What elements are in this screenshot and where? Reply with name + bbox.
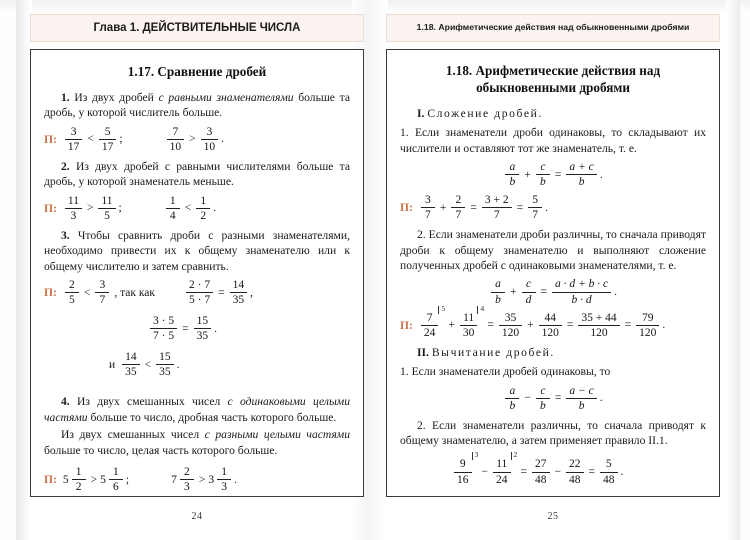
subtraction-item-1: 1. Если знаменатели дробей одинаковы, то (400, 365, 611, 379)
numerator: 44 (544, 311, 557, 324)
whole-part: 5 (62, 473, 69, 486)
numerator: 15 (196, 315, 209, 328)
left-example-3-line-2 (148, 315, 217, 342)
denominator: 35 (196, 330, 209, 343)
numerator: 9 (459, 458, 466, 471)
fraction-79-120 (636, 312, 659, 339)
numerator: c (540, 384, 546, 397)
fraction-15-35-compare (156, 351, 174, 378)
operator-less-than: < (184, 202, 192, 215)
numerator: 5 (104, 125, 111, 138)
numerator: 5 (605, 458, 612, 471)
numerator: 35 (504, 311, 517, 324)
numerator: 3 (99, 278, 106, 291)
multiplier-value: 4 (480, 303, 485, 313)
operator-equals: = (554, 392, 562, 405)
fraction-14-35-compare (122, 351, 140, 378)
numerator: 27 (535, 458, 547, 471)
operator-equals: = (470, 201, 477, 214)
denominator: 120 (541, 326, 559, 339)
numerator: 3 (425, 194, 431, 207)
left-running-header (30, 14, 364, 42)
denominator: b · d (571, 293, 592, 306)
fraction-9-16 (454, 450, 479, 486)
numerator: 1 (75, 465, 82, 478)
fraction-35-plus-44-over-120 (578, 312, 619, 339)
left-item-4-italic: с одинаковыми целыми частями (44, 395, 350, 424)
left-page-number: 24 (191, 511, 203, 522)
fraction-7-10 (167, 126, 185, 153)
operator-less-than: < (144, 358, 152, 371)
fraction-c-b (536, 385, 550, 412)
right-page-number: 25 (547, 511, 559, 522)
left-item-2-number: 2. (61, 159, 70, 173)
left-example-2-marker: П: (44, 201, 57, 215)
fraction-a-b (505, 161, 519, 188)
right-example-2-marker: П: (400, 318, 413, 332)
denominator: 17 (67, 140, 80, 153)
numerator: 3 (70, 125, 77, 138)
spacer-block (44, 384, 350, 394)
denominator: 48 (603, 473, 615, 486)
left-item-1-text-before: Из двух дробей (69, 90, 159, 104)
whole-part: 7 (171, 473, 177, 486)
right-section-title-line-2: обыкновенными дробями (476, 79, 630, 95)
fraction-3-7 (421, 194, 435, 221)
multiplier-value: 5 (441, 303, 446, 313)
numerator: a + c (569, 161, 594, 173)
fraction-7-24 (421, 303, 446, 339)
left-page (30, 14, 364, 526)
numerator: 2 (69, 278, 75, 291)
denominator: 5 (69, 294, 75, 307)
numerator: 2 (455, 194, 462, 207)
numerator: 1 (200, 194, 207, 207)
fraction-1-4 (166, 195, 180, 222)
operator-equals: = (487, 319, 494, 332)
numerator: 1 (113, 465, 119, 478)
left-item-4b-text-before: Из двух смешанных чисел (61, 428, 205, 442)
operator-equals: = (540, 286, 547, 299)
period: . (214, 322, 217, 335)
addition-general-formula-1 (400, 161, 706, 188)
fraction-2-5 (65, 279, 79, 306)
denominator: 10 (169, 140, 182, 153)
denominator: 3 (221, 481, 227, 494)
mixed-number-5-1-2 (63, 466, 88, 493)
operator-minus: − (481, 466, 488, 479)
fraction-a-minus-c-over-b (566, 385, 596, 412)
fraction-11-3 (65, 195, 82, 222)
numerator: a (509, 161, 516, 173)
fraction-a-b (491, 278, 505, 305)
period: . (614, 286, 617, 299)
denominator: 2 (200, 209, 207, 222)
right-running-header (386, 14, 720, 42)
operator-less-than: < (83, 286, 91, 299)
denominator: 30 (462, 326, 475, 339)
period: . (662, 319, 666, 332)
fraction-2-3 (180, 466, 194, 493)
right-content-frame (386, 49, 720, 497)
left-item-4-second-para (44, 427, 350, 458)
fraction-5-7 (528, 194, 542, 221)
left-example-2 (44, 195, 350, 222)
operator-plus: + (439, 201, 447, 214)
operator-plus: + (510, 286, 517, 299)
addition-general-formula-2 (400, 278, 706, 305)
operator-equals: = (516, 201, 524, 214)
operator-minus: − (524, 392, 531, 405)
common-multiplier-tick (438, 305, 445, 313)
denominator: 7 (493, 209, 500, 222)
numerator: 3 + 2 (484, 194, 509, 207)
fraction-11-24 (493, 450, 518, 486)
denominator: 48 (569, 473, 581, 486)
numerator: 1 (221, 465, 227, 478)
left-example-1-marker: П: (44, 132, 57, 146)
left-item-1-italic: с равными знаменателями (158, 90, 294, 104)
separator-semicolon: ; (125, 473, 130, 486)
fraction-22-48 (566, 458, 584, 485)
roman-heading-1-label: Сложение дробей. (427, 106, 543, 120)
left-example-3-line-3 (44, 351, 350, 378)
denominator: b (540, 176, 546, 189)
separator-semicolon: ; (118, 202, 122, 215)
operator-plus: + (527, 319, 534, 332)
numerator: 3 (206, 125, 213, 138)
multiplier-value: 2 (513, 450, 518, 460)
numerator: 11 (496, 458, 508, 471)
denominator: 7 (425, 209, 431, 222)
common-multiplier-tick (472, 451, 479, 459)
subtraction-item-2: 2. Если знаменатели различны, то сначала приводят к общему знаменателю, а затем применяет правило II.1. (400, 418, 706, 448)
period: . (221, 133, 224, 146)
left-item-4-text-before: Из двух смешанных чисел (69, 395, 228, 409)
denominator: 7 (455, 209, 462, 222)
denominator: 3 (183, 481, 190, 494)
right-section-title (400, 63, 706, 97)
operator-minus: − (554, 466, 561, 479)
denominator: 120 (590, 326, 608, 339)
numerator: 14 (232, 278, 245, 291)
numerator: 3 · 5 (153, 315, 175, 328)
numerator: 2 (183, 465, 190, 478)
denominator: 7 · 5 (153, 330, 175, 343)
subtraction-example (400, 450, 706, 486)
left-item-4-number: 4. (61, 395, 70, 409)
numerator: 14 (125, 351, 137, 364)
mixed-number-7-2-3 (171, 466, 196, 493)
left-item-3 (44, 228, 350, 274)
fraction-c-d (522, 278, 536, 305)
denominator: 35 (232, 294, 245, 307)
right-running-header-text: 1.18. Арифметические действия над обыкновенными дробями (416, 22, 690, 33)
denominator: 2 (75, 481, 82, 494)
denominator: 120 (639, 326, 657, 339)
fraction-35-120 (499, 312, 522, 339)
numerator: 79 (642, 311, 654, 324)
numerator: c (525, 278, 532, 291)
numerator: 15 (159, 351, 171, 364)
roman-numeral-1: I. (417, 106, 425, 120)
numerator: a · d + b · c (555, 278, 609, 291)
left-content-frame (30, 49, 364, 497)
fraction-14-35 (230, 279, 248, 306)
period: . (213, 202, 217, 215)
addition-item-2: 2. Если знаменатели дроби различны, то сначала приводят дроби к общему знаменателю и выполняют сложение полученных дробей с одинаковыми знаменателями, т. е. (400, 228, 706, 273)
period: . (620, 466, 624, 479)
period: . (234, 473, 237, 486)
fraction-27-48 (532, 458, 550, 485)
whole-part: 3 (208, 473, 215, 486)
addition-example-1 (400, 194, 706, 221)
operator-greater-than: > (90, 473, 98, 486)
left-item-2 (44, 159, 350, 190)
whole-part: 5 (100, 473, 106, 486)
numerator: 1 (169, 194, 176, 207)
operator-greater-than: > (198, 473, 206, 486)
fraction-c-b (536, 161, 550, 188)
mixed-number-5-1-6 (100, 466, 125, 493)
operator-equals: = (520, 466, 527, 479)
left-item-4b-italic: с разными целыми частями (204, 428, 350, 442)
left-running-header-text: Глава 1. ДЕЙСТВИТЕЛЬНЫЕ ЧИСЛА (93, 21, 301, 34)
fraction-11-5 (98, 195, 115, 222)
operator-greater-than: > (86, 202, 94, 215)
denominator: 7 (99, 294, 106, 307)
denominator: b (495, 293, 501, 306)
numerator: 22 (569, 458, 581, 471)
period: . (545, 201, 549, 214)
left-example-4 (44, 466, 350, 493)
fraction-a-b (505, 385, 519, 412)
common-multiplier-tick (477, 305, 484, 313)
left-example-1 (44, 126, 350, 153)
numerator: a (495, 278, 501, 291)
fraction-15-35 (194, 315, 212, 342)
operator-equals: = (624, 319, 632, 332)
fraction-a-plus-c-over-b (566, 161, 596, 188)
operator-equals: = (218, 286, 225, 299)
left-example-4-marker: П: (44, 473, 57, 487)
subtraction-general-formula (400, 385, 706, 412)
denominator: b (509, 399, 516, 412)
denominator: d (525, 293, 532, 306)
roman-heading-addition (400, 106, 706, 121)
fraction-2x7-over-5x7 (186, 279, 213, 306)
left-item-4 (44, 394, 350, 425)
fraction-3-7 (95, 279, 109, 306)
operator-plus: + (448, 319, 455, 332)
operator-less-than: < (87, 133, 94, 146)
left-item-4b-text-after: больше то число, целая часть которого больше. (44, 443, 278, 457)
operator-equals: = (566, 319, 574, 332)
left-item-1 (44, 90, 350, 121)
denominator: 120 (501, 326, 520, 339)
fraction-ad-plus-bc-over-bd (552, 278, 611, 305)
fraction-3-17 (65, 126, 83, 153)
numerator: 35 + 44 (581, 311, 617, 324)
left-example-3-marker: П: (44, 286, 57, 300)
mixed-number-3-1-3 (208, 466, 233, 493)
fraction-1-6 (109, 466, 123, 493)
fraction-44-120 (539, 312, 562, 339)
operator-equals: = (182, 322, 189, 335)
fraction-2-7 (451, 194, 465, 221)
right-section-title-line-1: 1.18. Арифметические действия над (445, 63, 661, 78)
fraction-5-17 (99, 126, 117, 153)
multiplier-value: 3 (474, 450, 479, 460)
numerator: 7 (172, 125, 179, 138)
denominator: 24 (496, 473, 508, 486)
roman-heading-2-label: Вычитание дробей. (431, 345, 555, 359)
left-item-3-number: 3. (61, 228, 70, 242)
denominator: 5 (104, 209, 110, 222)
numerator: 11 (67, 194, 79, 207)
right-page (386, 14, 720, 526)
operator-equals: = (554, 168, 562, 181)
period: . (599, 392, 603, 405)
denominator: b (578, 399, 585, 412)
fraction-1-2 (72, 466, 86, 493)
fraction-11-30 (460, 303, 485, 339)
operator-plus: + (524, 168, 531, 181)
left-item-3-text: Чтобы сравнить дроби с разными знаменателями, необходимо привести их к общему знаменателю или к общему числителю и затем сравнить. (44, 228, 350, 273)
fraction-1-2 (196, 195, 210, 222)
numerator: 2 · 7 (188, 278, 211, 291)
addition-item-1: 1. Если знаменатели дроби одинаковы, то складывают их числители и оставляют тот же знаменатель, т. е. (400, 126, 706, 155)
denominator: 35 (125, 366, 137, 379)
denominator: b (578, 176, 585, 189)
numerator: 5 (532, 194, 539, 207)
fraction-3x5-over-7x5 (150, 315, 177, 342)
because-text: , так как (114, 286, 155, 299)
denominator: 10 (203, 140, 216, 153)
separator-semicolon: ; (119, 133, 123, 146)
denominator: 24 (423, 326, 436, 339)
period: . (176, 358, 180, 371)
fraction-3-plus-2-over-7 (482, 194, 512, 221)
denominator: 7 (532, 209, 539, 222)
denominator: b (540, 399, 546, 412)
right-example-1-marker: П: (400, 201, 413, 215)
roman-heading-subtraction (400, 345, 706, 360)
left-item-4-text-after: больше то число, дробная часть которого больше. (87, 410, 337, 424)
numerator: c (540, 161, 546, 173)
numerator: a − c (569, 384, 594, 397)
left-item-1-text-after: больше та дробь, у которой числитель больше. (44, 90, 351, 120)
operator-equals: = (588, 466, 595, 479)
left-example-3-line-1 (44, 279, 350, 306)
fraction-5-48 (600, 458, 618, 485)
denominator: 16 (457, 473, 469, 486)
roman-numeral-2: II. (417, 345, 429, 359)
denominator: 48 (535, 473, 547, 486)
scan-shadow-right-edge (726, 0, 740, 540)
denominator: 6 (113, 481, 119, 494)
conjunction-and: и (109, 358, 116, 371)
common-multiplier-tick (511, 451, 518, 459)
operator-greater-than: > (189, 133, 196, 146)
left-section-title: 1.17. Сравнение дробей (127, 64, 267, 79)
numerator: a (509, 384, 516, 397)
left-example-3-continued (44, 312, 350, 345)
left-item-2-text: Из двух дробей с равными числителями больше та дробь, у которой знаменатель меньше. (44, 159, 350, 189)
addition-example-2 (400, 303, 706, 339)
denominator: b (509, 176, 516, 189)
denominator: 5 · 7 (188, 294, 211, 307)
denominator: 3 (70, 209, 77, 222)
numerator: 11 (463, 311, 475, 324)
period: . (599, 168, 603, 181)
denominator: 35 (159, 366, 171, 379)
numerator: 7 (426, 311, 433, 324)
denominator: 4 (169, 209, 176, 222)
left-item-1-number: 1. (61, 90, 70, 104)
fraction-3-10 (201, 126, 219, 153)
fraction-1-3 (217, 466, 231, 493)
denominator: 17 (101, 140, 114, 153)
comma: , (250, 286, 253, 299)
numerator: 11 (101, 194, 113, 207)
